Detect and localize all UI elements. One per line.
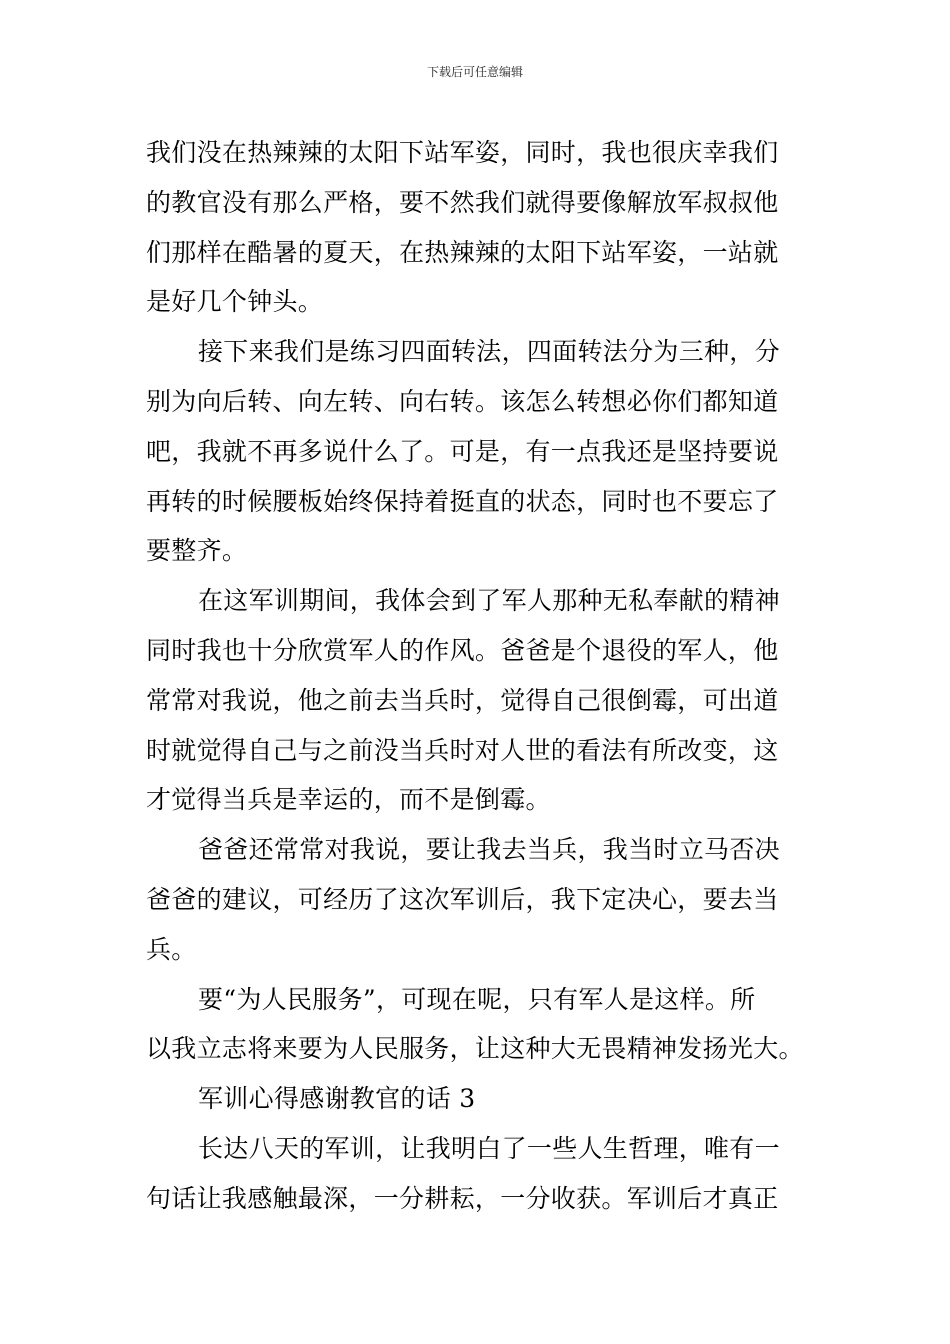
text-line: 是好几个钟头。 [146,287,324,317]
text-line: 别为向后转、向左转、向右转。该怎么转想必你们都知道 [146,386,779,416]
text-line: 的教官没有那么严格，要不然我们就得要像解放军叔叔他 [146,187,779,217]
text-line: 兵。 [146,934,197,964]
text-line: 以我立志将来要为人民服务，让这种大无畏精神发扬光大。 [146,1034,804,1064]
text-line: 时就觉得自己与之前没当兵时对人世的看法有所改变，这 [146,735,779,765]
paragraph-first-line: 长达八天的军训，让我明白了一些人生哲理，唯有一 [198,1133,780,1163]
text-line: 爸爸的建议，可经历了这次军训后，我下定决心，要去当 [146,884,779,914]
text-line: 我们没在热辣辣的太阳下站军姿，同时，我也很庆幸我们 [146,138,779,167]
text-line: 再转的时候腰板始终保持着挺直的状态，同时也不要忘了 [146,486,779,516]
paragraph-first-line: 接下来我们是练习四面转法，四面转法分为三种，分 [198,337,780,367]
text-line: 才觉得当兵是幸运的，而不是倒霉。 [146,785,551,815]
document-body [146,128,808,1224]
text-line: 要整齐。 [146,536,248,566]
text-line: 句话让我感触最深，一分耕耘，一分收获。军训后才真正 [146,1183,779,1213]
paragraph-first-line: 要“为人民服务”，可现在呢，只有军人是这样。所 [198,984,756,1014]
text-line: 吧，我就不再多说什么了。可是，有一点我还是坚持要说 [146,436,779,466]
text-line: 常常对我说，他之前去当兵时，觉得自己很倒霉，可出道 [146,685,779,715]
paragraph-first-line: 在这军训期间，我体会到了军人那种无私奉献的精神 [198,586,780,616]
text-line: 同时我也十分欣赏军人的作风。爸爸是个退役的军人，他 [146,635,779,665]
section-heading: 军训心得感谢教官的话 3 [198,1084,476,1114]
page-header: 下载后可任意编辑 [426,65,523,79]
text-line: 们那样在酷暑的夏天，在热辣辣的太阳下站军姿，一站就 [146,237,779,267]
paragraph-first-line: 爸爸还常常对我说，要让我去当兵，我当时立马否决 [198,835,780,865]
